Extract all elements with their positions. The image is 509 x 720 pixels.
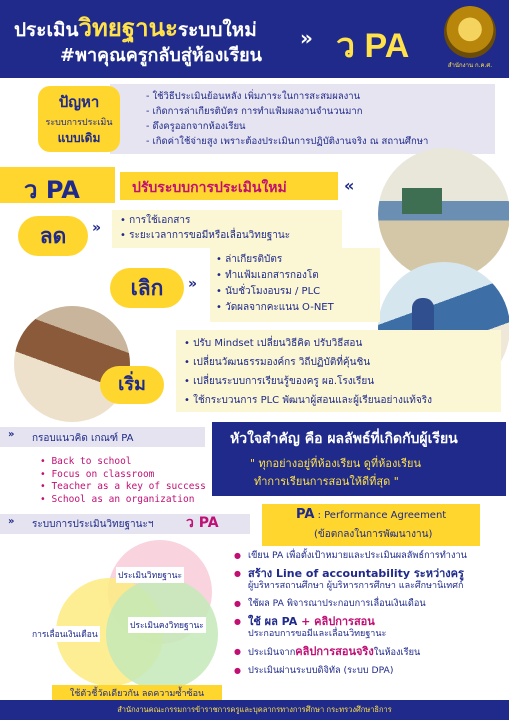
venn-caption: ใช้ตัวชี้วัดเดียวกัน ลดความซ้ำซ้อน [52,685,222,703]
whiteboard-shape [402,188,442,214]
problem-list [146,89,428,149]
framework-item: • School as an organization [40,493,195,505]
stop-arrow-icon: » [188,276,198,292]
framework-list [40,456,206,506]
pa-point-highlight: + คลิปการสอน [297,615,375,628]
pa-point-subtext: ประกอบการขอมีและเลื่อนวิทยฐานะ [248,629,387,639]
pa-point-text: ประเมินจาก [248,647,296,658]
agreement-title [296,507,446,522]
problem-item: - เกิดการล่าเกียรติบัตร การทำแฟ้มผลงานจำนวนมาก [146,106,363,117]
reduce-arrow-icon: » [92,220,102,236]
header-arrow-icon: » [300,26,313,50]
pa-point-text: เขียน PA เพื่อตั้งเป้าหมายและประเมินผลลัพธ์การทำงาน [248,550,467,561]
framework-title: กรอบแนวคิด เกณฑ์ PA [32,433,134,444]
pa-point-subtext: ผู้บริหารสถานศึกษา ผู้บริหารการศึกษา และศึกษานิเทศก์ [248,581,464,591]
pa-point [234,665,467,677]
stop-list [216,252,334,316]
agreement-pa: PA [296,507,315,522]
title-suffix: ระบบใหม่ [177,19,257,41]
footer-credit: สำนักงานคณะกรรมการข้าราชการครูและบุคลากรทางการศึกษา กระทรวงศึกษาธิการ [0,700,509,720]
system-title: ระบบการประเมินวิทยฐานะฯ [32,519,154,530]
reduce-item: • ระยะเวลาการขอมีหรือเลื่อนวิทยฐานะ [120,230,291,241]
pa-point-text: สร้าง Line of accountability ระหว่างครู [248,567,464,580]
reduce-list [120,213,290,243]
venn-diagram [20,540,250,720]
pa-point [234,598,467,610]
problem-subtitle-2: แบบเดิม [57,131,101,145]
start-item: • ใช้กระบวนการ PLC พัฒนาผู้สอนและผู้เรียนอย่างแท้จริง [184,395,433,406]
header-pa-label: ว PA [336,27,410,65]
venn-circle-maintain [106,578,218,690]
agreement-english: : Performance Agreement [314,510,447,521]
pa-point-highlight: คลิปการสอนจริง [295,645,374,658]
pa-label: ว PA [24,176,80,204]
classroom-photo-top [378,148,509,280]
start-list [184,334,432,410]
start-item: • ปรับ Mindset เปลี่ยนวิธีคิด ปรับวิธีสอน [184,338,363,349]
reform-title: ปรับระบบการประเมินใหม่ [132,180,287,196]
header-hashtag: #พาคุณครูกลับสู่ห้องเรียน [60,45,262,66]
title-prefix: ประเมิน [14,19,79,41]
reform-arrow-icon: « [344,176,355,195]
framework-item: • Focus on classroom [40,468,155,480]
stop-badge: เลิก [110,268,184,308]
core-quote-line-2: ทำการเรียนการสอนให้ดีที่สุด " [254,475,399,488]
pa-point [234,646,467,659]
stop-item: • นับชั่วโมงอบรม / PLC [216,286,321,297]
core-title: หัวใจสำคัญ คือ ผลลัพธ์ที่เกิดกับผู้เรียน [230,431,458,447]
framework-item: • Teacher as a key of success [40,481,206,492]
agreement-thai: (ข้อตกลงในการพัฒนางาน) [314,529,433,540]
problem-title: ปัญหา [58,93,100,111]
venn-label-maintain: ประเมินคงวิทยฐานะ [128,617,206,633]
pa-point [234,568,467,592]
stop-item: • ทำแฟ้มเอกสารกองโต [216,270,319,281]
ministry-seal-logo [444,6,496,58]
system-pa-label: ว PA [186,515,219,531]
system-arrow-icon: » [8,516,15,527]
venn-label-salary: การเลื่อนเงินเดือน [30,626,100,642]
problem-item: - เกิดค่าใช้จ่ายสูง เพราะต้องประเมินการปฏิบัติงานจริง ณ สถานศึกษา [146,136,429,147]
pa-point-text: ใช้ผล PA พิจารณาประกอบการเลื่อนเงินเดือน [248,598,426,609]
pa-point-text: ในห้องเรียน [373,647,421,658]
reduce-item: • การใช้เอกสาร [120,215,191,226]
problem-badge [38,86,120,152]
seal-caption: สำนักงาน ก.ค.ศ. [447,62,493,69]
pa-point-text: ประเมินผ่านระบบดิจิทัล (ระบบ DPA) [248,665,394,676]
core-quote-line-1: " ทุกอย่างอยู่ที่ห้องเรียน ดูที่ห้องเรียน [250,457,421,470]
meeting-photo [14,306,130,422]
pa-point [234,616,467,640]
pa-points-list [234,550,467,683]
problem-subtitle-1: ระบบการประเมิน [45,118,113,128]
framework-item: • Back to school [40,456,132,467]
stop-item: • ล่าเกียรติบัตร [216,254,283,265]
pa-point [234,550,467,562]
reduce-badge: ลด [18,216,88,256]
problem-item: - ดึงครูออกจากห้องเรียน [146,121,246,132]
start-badge: เริ่ม [100,366,164,404]
start-item: • เปลี่ยนระบบการเรียนรู้ของครู ผอ.โรงเรียน [184,376,375,387]
title-highlight: วิทยฐานะ [78,14,178,42]
problem-item: - ใช้วิธีประเมินย้อนหลัง เพิ่มภาระในการสะสมผลงาน [146,91,361,102]
stop-item: • วัดผลจากคะแนน O-NET [216,302,334,313]
pa-point-text: ใช้ ผล PA [248,615,298,628]
venn-label-evaluation: ประเมินวิทยฐานะ [116,567,184,583]
framework-arrow-icon: » [8,429,15,440]
start-item: • เปลี่ยนวัฒนธรรมองค์กร วิถีปฏิบัติที่คุ้นชิน [184,357,371,368]
